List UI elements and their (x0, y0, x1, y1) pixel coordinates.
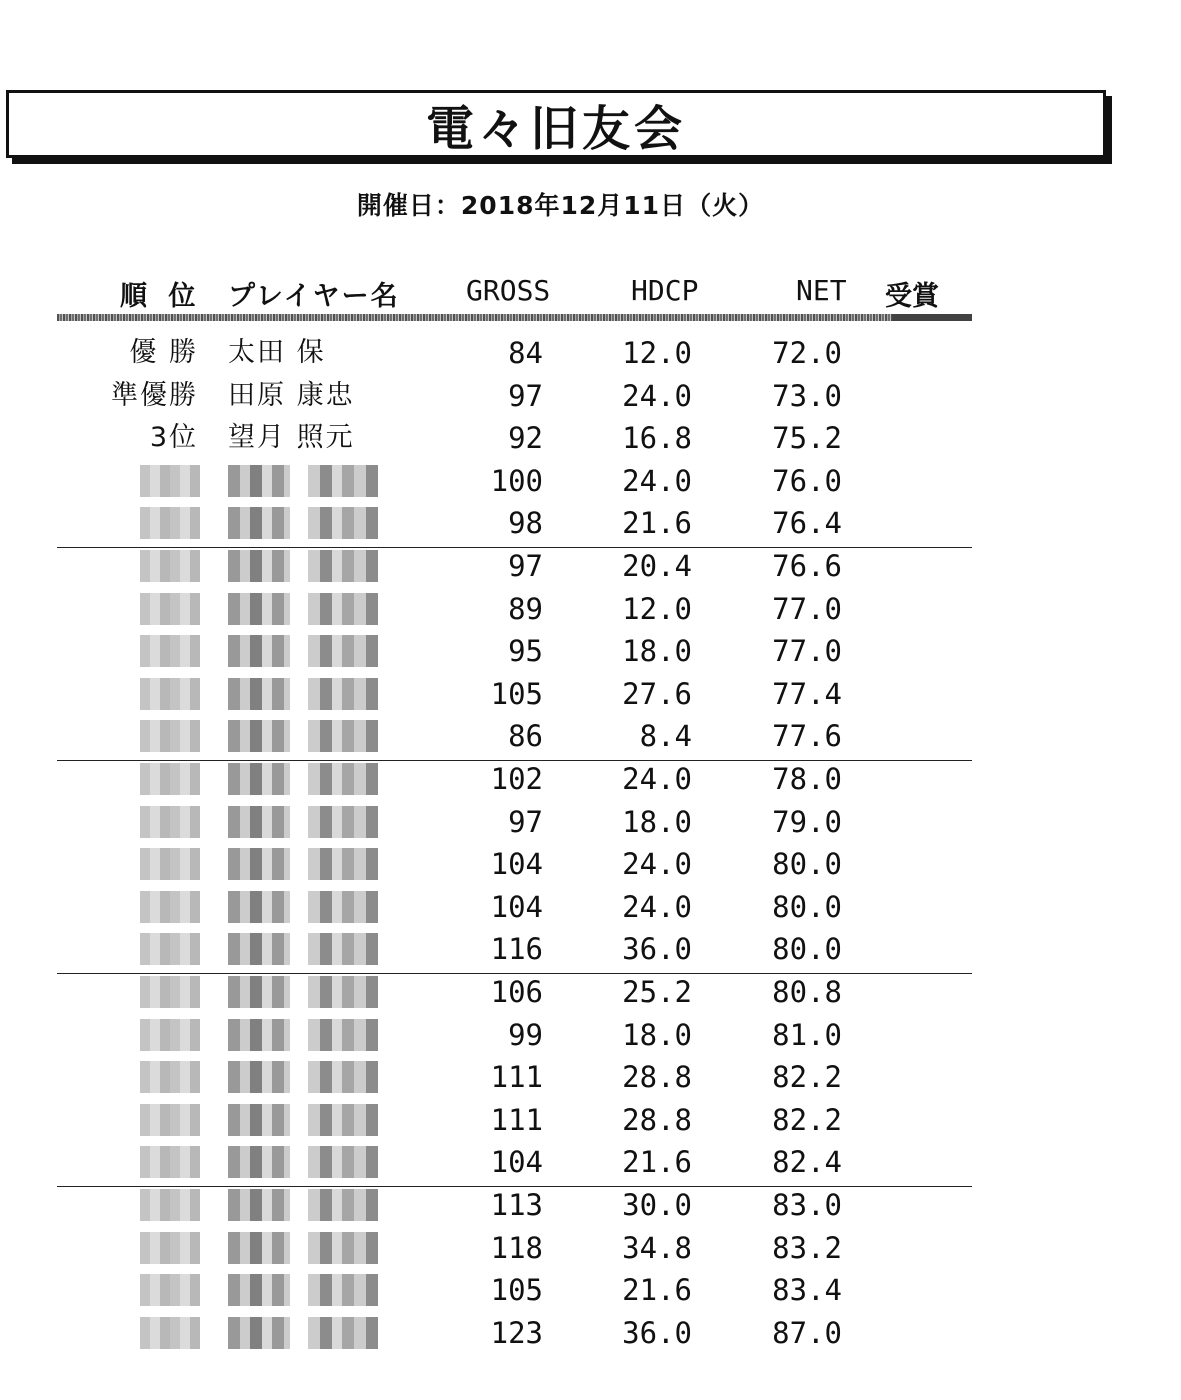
hdcp-cell: 27.6 (622, 676, 692, 711)
gross-cell: 123 (490, 1315, 543, 1350)
redacted-rank (140, 1189, 200, 1221)
gross-cell: 102 (490, 762, 543, 796)
net-cell: 80.0 (772, 889, 842, 924)
redacted-rank (140, 1317, 200, 1349)
table-row (0, 332, 1000, 374)
table-row (0, 758, 1000, 800)
redacted-name (228, 1274, 290, 1306)
title-box (6, 90, 1106, 158)
table-row (0, 928, 1000, 970)
gross-cell: 98 (508, 506, 543, 541)
hdcp-cell: 18.0 (622, 1017, 692, 1052)
hdcp-cell: 24.0 (622, 847, 692, 882)
gross-cell: 97 (508, 804, 543, 839)
redacted-rank (140, 465, 200, 497)
redacted-rank (140, 1146, 200, 1178)
net-cell: 87.0 (772, 1315, 842, 1350)
table-row (0, 545, 1000, 587)
player-name-cell: 田原 康忠 (228, 379, 355, 411)
hdcp-cell: 30.0 (622, 1188, 692, 1222)
net-cell: 76.0 (772, 463, 842, 498)
net-cell: 81.0 (772, 1017, 842, 1052)
hdcp-cell: 8.4 (639, 719, 692, 754)
redacted-name (228, 635, 290, 667)
hdcp-cell: 24.0 (622, 463, 692, 498)
redacted-rank (140, 848, 200, 880)
table-row (0, 673, 1000, 715)
hdcp-cell: 12.0 (622, 591, 692, 626)
gross-cell: 104 (490, 889, 543, 924)
hdcp-cell: 25.2 (622, 975, 692, 1009)
net-cell: 73.0 (772, 378, 842, 413)
net-cell: 82.2 (772, 1102, 842, 1137)
net-cell: 83.4 (772, 1273, 842, 1308)
player-name-cell: 望月 照元 (228, 422, 355, 454)
redacted-name (308, 1317, 378, 1349)
header-hdcp: HDCP (631, 274, 699, 307)
gross-cell: 111 (490, 1060, 543, 1095)
hdcp-cell: 18.0 (622, 634, 692, 669)
redacted-name (308, 1104, 378, 1136)
redacted-rank (140, 763, 200, 795)
gross-cell: 95 (508, 634, 543, 669)
net-cell: 79.0 (772, 804, 842, 839)
table-row (0, 1227, 1000, 1269)
hdcp-cell: 18.0 (622, 804, 692, 839)
redacted-rank (140, 806, 200, 838)
table-row (0, 502, 1000, 544)
redacted-name (308, 550, 378, 582)
hdcp-cell: 21.6 (622, 1145, 692, 1180)
gross-cell: 89 (508, 591, 543, 626)
redacted-name (228, 848, 290, 880)
gross-cell: 106 (490, 975, 543, 1009)
hdcp-cell: 12.0 (622, 336, 692, 370)
header-rank: 順 位 (120, 281, 202, 312)
table-row (0, 1099, 1000, 1141)
table-row (0, 1269, 1000, 1311)
redacted-name (308, 806, 378, 838)
header-divider (57, 314, 972, 321)
gross-cell: 116 (490, 932, 543, 967)
redacted-name (228, 465, 290, 497)
redacted-rank (140, 635, 200, 667)
redacted-name (308, 593, 378, 625)
rank-cell: 準優勝 (111, 379, 198, 411)
redacted-name (228, 1232, 290, 1264)
hdcp-cell: 28.8 (622, 1060, 692, 1095)
redacted-name (228, 507, 290, 539)
redacted-name (308, 1019, 378, 1051)
hdcp-cell: 34.8 (622, 1230, 692, 1265)
player-name-cell: 太田 保 (228, 337, 326, 368)
net-cell: 80.0 (772, 932, 842, 967)
gross-cell: 92 (508, 421, 543, 456)
event-date: 開催日：2018年12月11日（火） (356, 191, 765, 220)
redacted-rank (140, 507, 200, 539)
header-net: NET (796, 274, 847, 307)
redacted-name (228, 1061, 290, 1093)
gross-cell: 104 (490, 1145, 543, 1180)
redacted-name (308, 848, 378, 880)
hdcp-cell: 21.6 (622, 1273, 692, 1308)
gross-cell: 113 (490, 1188, 543, 1222)
redacted-name (308, 1232, 378, 1264)
redacted-name (228, 763, 290, 795)
redacted-name (308, 635, 378, 667)
hdcp-cell: 36.0 (622, 932, 692, 967)
gross-cell: 84 (508, 336, 543, 370)
hdcp-cell: 21.6 (622, 506, 692, 541)
header-gross: GROSS (466, 274, 551, 307)
net-cell: 77.0 (772, 591, 842, 626)
gross-cell: 99 (508, 1017, 543, 1052)
redacted-rank (140, 1232, 200, 1264)
table-row (0, 886, 1000, 928)
net-cell: 75.2 (772, 421, 842, 456)
table-row (0, 375, 1000, 417)
redacted-name (228, 806, 290, 838)
hdcp-cell: 24.0 (622, 378, 692, 413)
redacted-name (228, 976, 290, 1008)
redacted-name (228, 1104, 290, 1136)
redacted-rank (140, 720, 200, 752)
net-cell: 76.4 (772, 506, 842, 541)
table-row (0, 843, 1000, 885)
redacted-rank (140, 1061, 200, 1093)
net-cell: 83.2 (772, 1230, 842, 1265)
table-row (0, 630, 1000, 672)
gross-cell: 100 (490, 463, 543, 498)
table-row (0, 1312, 1000, 1354)
gross-cell: 105 (490, 1273, 543, 1308)
redacted-name (308, 976, 378, 1008)
table-row (0, 1184, 1000, 1226)
net-cell: 77.6 (772, 719, 842, 754)
net-cell: 77.0 (772, 634, 842, 669)
redacted-name (228, 593, 290, 625)
table-row (0, 1141, 1000, 1183)
redacted-name (228, 1146, 290, 1178)
redacted-name (308, 891, 378, 923)
net-cell: 80.8 (772, 975, 842, 1009)
redacted-rank (140, 1274, 200, 1306)
table-row (0, 715, 1000, 757)
redacted-name (308, 465, 378, 497)
net-cell: 76.6 (772, 549, 842, 583)
gross-cell: 111 (490, 1102, 543, 1137)
net-cell: 83.0 (772, 1188, 842, 1222)
net-cell: 80.0 (772, 847, 842, 882)
header-award: 受賞 (885, 281, 939, 312)
table-row (0, 588, 1000, 630)
header-player: プレイヤー名 (228, 281, 400, 312)
hdcp-cell: 20.4 (622, 549, 692, 583)
hdcp-cell: 24.0 (622, 889, 692, 924)
net-cell: 82.4 (772, 1145, 842, 1180)
title-banner (6, 90, 1106, 156)
gross-cell: 104 (490, 847, 543, 882)
redacted-name (308, 507, 378, 539)
redacted-name (228, 550, 290, 582)
redacted-name (308, 678, 378, 710)
net-cell: 82.2 (772, 1060, 842, 1095)
redacted-name (228, 891, 290, 923)
redacted-name (308, 1061, 378, 1093)
redacted-name (308, 1189, 378, 1221)
redacted-rank (140, 891, 200, 923)
table-row (0, 1014, 1000, 1056)
redacted-name (308, 1146, 378, 1178)
redacted-rank (140, 1019, 200, 1051)
redacted-name (228, 720, 290, 752)
table-row (0, 460, 1000, 502)
table-row (0, 1056, 1000, 1098)
redacted-name (308, 933, 378, 965)
redacted-rank (140, 933, 200, 965)
redacted-name (228, 1317, 290, 1349)
hdcp-cell: 36.0 (622, 1315, 692, 1350)
hdcp-cell: 24.0 (622, 762, 692, 796)
table-row (0, 801, 1000, 843)
redacted-name (308, 1274, 378, 1306)
gross-cell: 97 (508, 378, 543, 413)
redacted-name (308, 763, 378, 795)
redacted-name (228, 1189, 290, 1221)
redacted-rank (140, 593, 200, 625)
redacted-name (228, 933, 290, 965)
rank-cell: 優 勝 (129, 337, 198, 368)
gross-cell: 97 (508, 549, 543, 583)
net-cell: 77.4 (772, 676, 842, 711)
redacted-name (228, 678, 290, 710)
table-row (0, 417, 1000, 459)
table-row (0, 971, 1000, 1013)
redacted-rank (140, 550, 200, 582)
gross-cell: 118 (490, 1230, 543, 1265)
net-cell: 72.0 (772, 336, 842, 370)
hdcp-cell: 16.8 (622, 421, 692, 456)
redacted-rank (140, 678, 200, 710)
redacted-rank (140, 976, 200, 1008)
page-title: 電々旧友会 (425, 100, 686, 157)
redacted-name (308, 720, 378, 752)
rank-cell: 3位 (149, 422, 198, 454)
redacted-rank (140, 1104, 200, 1136)
redacted-name (228, 1019, 290, 1051)
hdcp-cell: 28.8 (622, 1102, 692, 1137)
net-cell: 78.0 (772, 762, 842, 796)
gross-cell: 105 (490, 676, 543, 711)
gross-cell: 86 (508, 719, 543, 754)
